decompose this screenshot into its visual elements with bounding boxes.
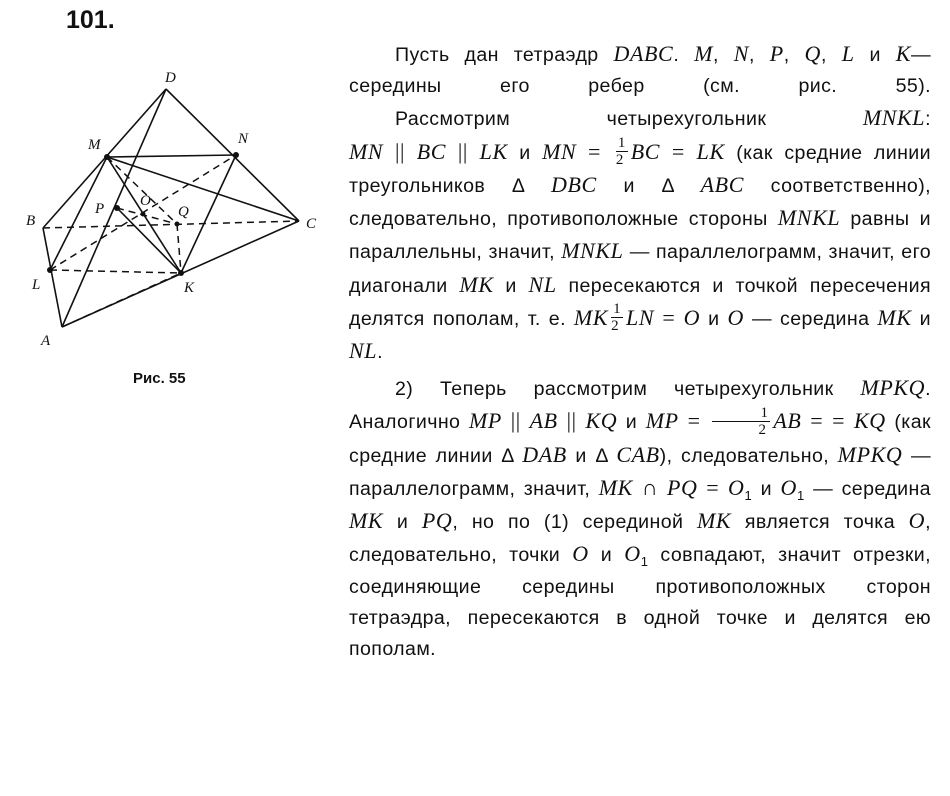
label-q: Q [178, 204, 189, 220]
label-a: A [41, 333, 51, 349]
label-b: B [26, 213, 36, 229]
label-l: L [32, 277, 41, 293]
problem-number: 101. [66, 6, 115, 34]
point-k [178, 270, 184, 276]
label-p: P [95, 201, 105, 217]
segment-lk [50, 270, 181, 273]
segment-mc [107, 157, 299, 221]
paragraph-1: Пусть дан тетраэдр DABC. M, N, P, Q, L и K— середины его ребер (см. рис. 55). [349, 41, 931, 98]
label-k: K [184, 280, 195, 296]
point-p [114, 205, 120, 211]
point-n [233, 152, 239, 158]
segment-qk [177, 224, 181, 273]
fraction-one-half-3: $\frac{1}{2}$ [712, 406, 770, 437]
figure-caption: Рис. 55 [133, 370, 186, 387]
paragraph-3: MN || BC || LK и MN = $\frac{1}{2}$ BC = LK (как средние линии треугольников Δ DBC и Δ ABC соответственно), следовательно, противоположные стороны MNKL равны и параллельны, значит, MNKL — параллелограмм, значит, его диагонали MK и NL пересекаются и точкой пересечения делятся пополам, т. е. MK $\frac{1}{2}$ LN = O и O — середина MK и NL. [349, 134, 932, 364]
edge-bc [43, 221, 299, 228]
solution-text [349, 38, 931, 665]
paragraph-2: Рассмотрим четырехугольник MNKL: [395, 105, 931, 131]
segment-mn [107, 155, 236, 157]
fraction-one-half-2: $\frac{1}{2}$ [611, 301, 622, 335]
point-l [47, 267, 53, 273]
fraction-one-half: $\frac{1}{2}$ [615, 134, 626, 168]
label-c: C [306, 216, 317, 232]
edge-ba [43, 228, 62, 327]
point-q [175, 222, 180, 227]
label-o: O [140, 193, 151, 209]
point-o [141, 212, 146, 217]
point-m [104, 154, 110, 160]
label-n: N [238, 131, 249, 147]
tetrahedron-figure [22, 60, 322, 350]
paragraph-4: 2) Теперь рассмотрим четырехугольник MPKQ. Аналогично MP || AB || KQ и MP = $\frac{1}{2}$ AB = = KQ (как средние линии Δ DAB и Δ CAB), следовательно, MPKQ — параллелограмм, значит, MK ∩ PQ = $O_1$ и $O_1$ — середина MK и PQ, но по (1) серединой MK является точка O, следовательно, точки O и $O_1$ совпадают, значит отрезки, соединяющие середины противоположных сторон тетраэдра, пересекаются в одной точке и делятся ею пополам. [349, 375, 931, 661]
label-d: D [165, 70, 176, 86]
label-m: M [88, 137, 101, 153]
